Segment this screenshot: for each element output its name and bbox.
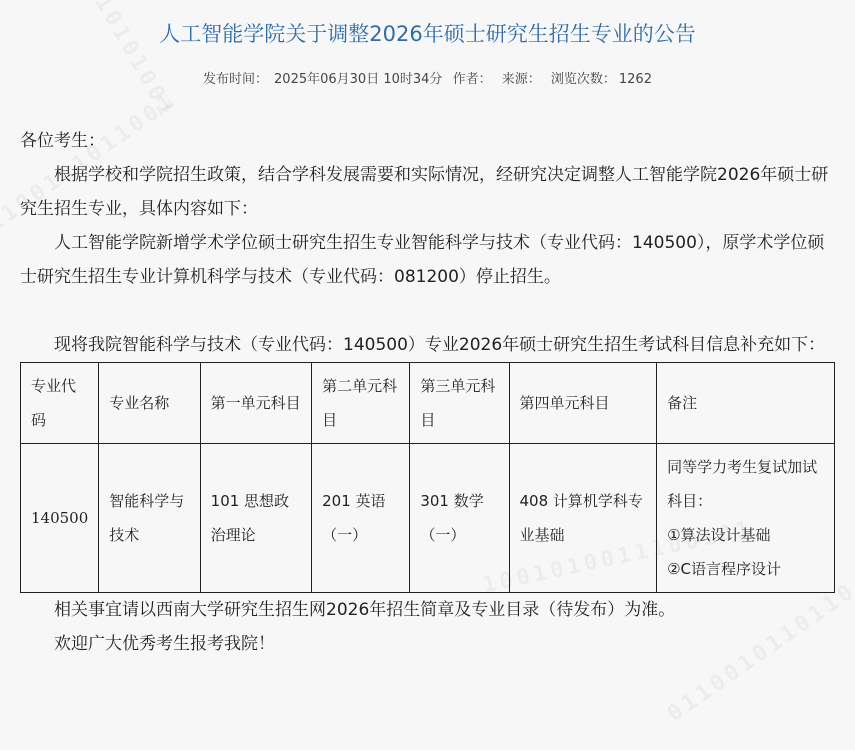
header-cell: 第二单元科目: [312, 363, 410, 444]
source-label: 来源：: [501, 72, 541, 87]
remark-cell: [657, 444, 835, 593]
unit2-cell: 201 英语（一）: [312, 444, 410, 593]
unit3-cell: 301 数学（一）: [410, 444, 509, 593]
paragraph-intro: 根据学校和学院招生政策，结合学科发展需要和实际情况，经研究决定调整人工智能学院2026年硕士研究生招生专业，具体内容如下：: [20, 165, 829, 219]
paragraph-welcome: 欢迎广大优秀考生报考我院！: [54, 634, 275, 654]
exam-subjects-table: [20, 362, 835, 593]
unit4-cell: 408 计算机学科专业基础: [509, 444, 657, 593]
paragraph-change: 人工智能学院新增学术学位硕士研究生招生专业智能科学与技术（专业代码：140500），原学术学位硕士研究生招生专业计算机科学与技术（专业代码：081200）停止招生。: [20, 233, 825, 287]
header-cell: 备注: [657, 363, 835, 444]
table-row: [21, 444, 835, 593]
major-code-cell: 140500: [21, 444, 99, 593]
views-count: 1262: [618, 72, 652, 87]
author-label: 作者：: [452, 72, 492, 87]
remark-item: ②C语言程序设计: [667, 560, 781, 578]
unit1-cell: 101 思想政治理论: [200, 444, 311, 593]
header-cell: 专业代码: [21, 363, 99, 444]
table-header-row: [21, 363, 835, 444]
remark-intro: 同等学力考生复试加试科目：: [667, 458, 818, 510]
article-body: [20, 124, 836, 661]
publish-label: 发布时间：: [203, 72, 269, 87]
announcement-title: 人工智能学院关于调整2026年硕士研究生招生专业的公告: [159, 22, 696, 46]
header-cell: 专业名称: [99, 363, 200, 444]
greeting: 各位考生：: [20, 131, 105, 151]
major-name-cell: 智能科学与技术: [99, 444, 200, 593]
background-watermark: [72, 0, 180, 123]
paragraph-closing: 相关事宜请以西南大学研究生招生网2026年招生简章及专业目录（待发布）为准。: [54, 600, 676, 620]
header-cell: 第一单元科目: [200, 363, 311, 444]
remark-item: ①算法设计基础: [667, 526, 771, 544]
paragraph-supplement: 现将我院智能科学与技术（专业代码：140500）专业2026年硕士研究生招生考试科目信息补充如下：: [54, 335, 826, 355]
article-meta: [0, 70, 855, 90]
publish-time: 2025年06月30日 10时34分: [274, 72, 443, 87]
header-cell: 第三单元科目: [410, 363, 509, 444]
views-label: 浏览次数：: [550, 72, 616, 87]
header-cell: 第四单元科目: [509, 363, 657, 444]
